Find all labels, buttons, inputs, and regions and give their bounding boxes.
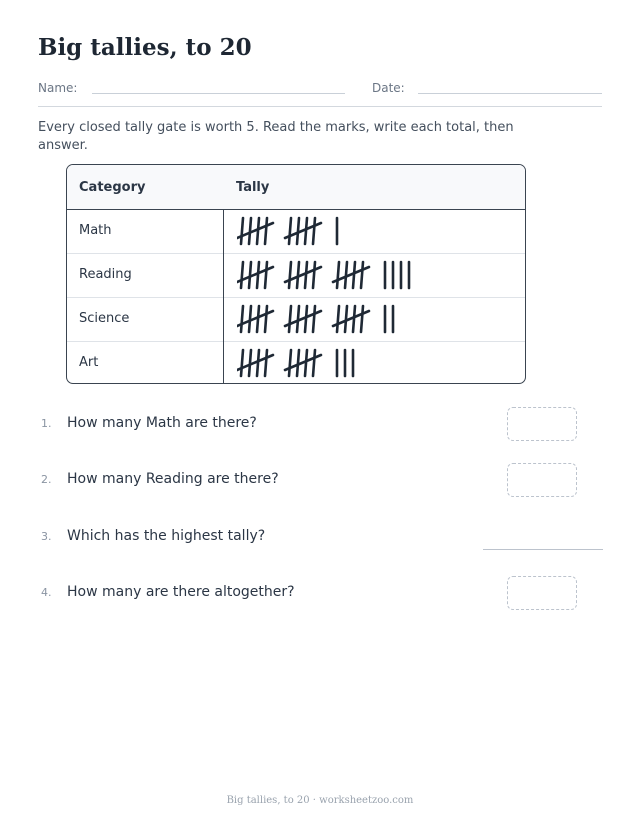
tally-stroke <box>305 306 307 332</box>
tally-stroke <box>289 350 291 376</box>
row-category: Math <box>79 223 112 238</box>
question-text: How many Math are there? <box>67 415 257 431</box>
question-4 <box>0 576 640 612</box>
tally-stroke <box>241 350 243 376</box>
tally-stroke <box>337 306 339 332</box>
tally-stroke <box>265 262 267 288</box>
question-number: 4. <box>41 586 52 599</box>
question-text: How many are there altogether? <box>67 584 295 600</box>
tally-marks-math <box>237 216 517 246</box>
tally-marks-science <box>237 304 517 334</box>
tally-stroke <box>305 218 307 244</box>
question-1 <box>0 407 640 443</box>
tally-stroke <box>241 262 243 288</box>
question-number: 1. <box>41 417 52 430</box>
row-category: Science <box>79 311 130 326</box>
table-row <box>67 341 525 384</box>
table-row <box>67 253 525 298</box>
column-divider <box>223 209 224 383</box>
header-divider <box>38 106 602 107</box>
tally-stroke <box>337 262 339 288</box>
question-number: 3. <box>41 530 52 543</box>
tally-stroke <box>257 350 259 376</box>
tally-stroke <box>241 218 243 244</box>
question-2 <box>0 463 640 499</box>
tally-stroke <box>313 350 315 376</box>
worksheet-title: Big tallies, to 20 <box>38 34 252 61</box>
instructions: Every closed tally gate is worth 5. Read the marks, write each total, then answer. <box>38 120 514 153</box>
tally-stroke <box>289 306 291 332</box>
tally-stroke <box>361 262 363 288</box>
tally-stroke <box>265 218 267 244</box>
answer-box-2[interactable] <box>507 463 577 497</box>
tally-stroke <box>257 262 259 288</box>
row-category: Art <box>79 355 99 370</box>
tally-stroke <box>313 306 315 332</box>
tally-stroke <box>265 350 267 376</box>
tally-table <box>66 164 526 384</box>
tally-stroke <box>305 262 307 288</box>
tally-stroke <box>289 218 291 244</box>
table-header <box>67 165 525 210</box>
row-category: Reading <box>79 267 132 282</box>
header-category: Category <box>79 180 146 195</box>
header-tally: Tally <box>236 180 270 195</box>
question-text: How many Reading are there? <box>67 471 279 487</box>
date-label: Date: <box>372 81 405 95</box>
footer: Big tallies, to 20 · worksheetzoo.com <box>226 795 414 806</box>
tally-stroke <box>313 262 315 288</box>
tally-stroke <box>353 262 355 288</box>
name-label: Name: <box>38 81 78 95</box>
tally-stroke <box>361 306 363 332</box>
table-row <box>67 297 525 342</box>
question-3 <box>0 520 640 556</box>
question-text: Which has the highest tally? <box>67 528 266 544</box>
tally-stroke <box>257 218 259 244</box>
tally-stroke <box>313 218 315 244</box>
name-field[interactable] <box>92 93 345 94</box>
answer-box-4[interactable] <box>507 576 577 610</box>
tally-stroke <box>353 306 355 332</box>
date-field[interactable] <box>418 93 602 94</box>
tally-stroke <box>265 306 267 332</box>
answer-line-3[interactable] <box>483 549 603 550</box>
tally-stroke <box>241 306 243 332</box>
tally-stroke <box>289 262 291 288</box>
table-row <box>67 209 525 254</box>
tally-stroke <box>305 350 307 376</box>
tally-marks-art <box>237 348 517 378</box>
tally-stroke <box>257 306 259 332</box>
question-number: 2. <box>41 473 52 486</box>
tally-marks-reading <box>237 260 517 290</box>
answer-box-1[interactable] <box>507 407 577 441</box>
